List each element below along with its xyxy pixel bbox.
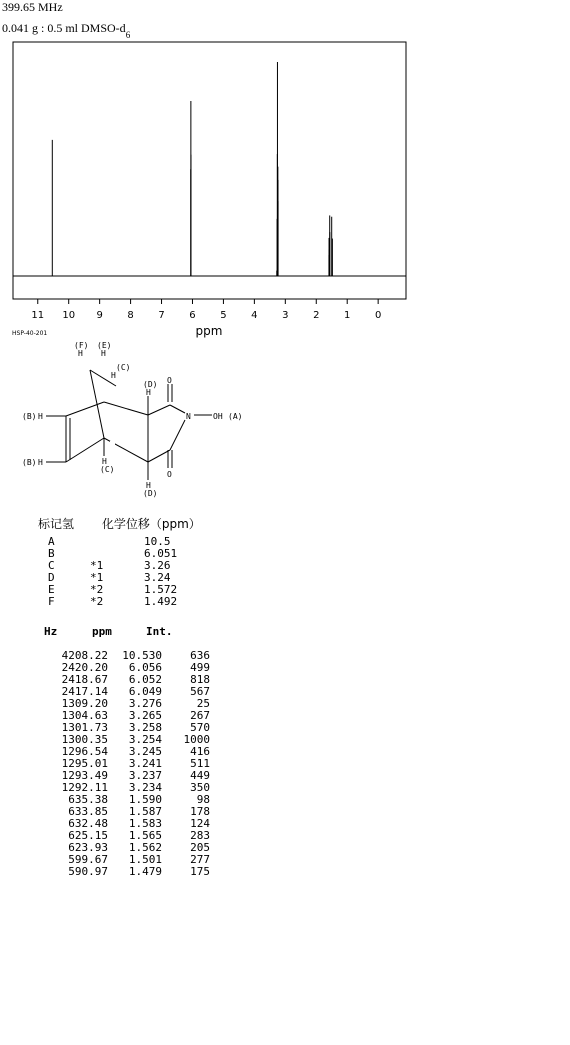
o-bottom: O [167,470,172,479]
peak-row-11 [30,781,210,794]
shift-label: D [48,571,55,584]
shift-value: 1.492 [144,595,178,608]
shift-row-4 [40,584,240,596]
peak-int: 416 [190,745,210,758]
peak-hz: 1304.63 [61,709,108,722]
shift-row-2 [40,560,240,572]
shift-value: 10.5 [144,535,171,548]
peak-hz: 1292.11 [61,781,108,794]
peak-row-0 [30,649,210,662]
peak-int: 636 [190,649,210,662]
peak-ppm: 3.241 [128,757,162,770]
peak-hz: 1293.49 [61,769,108,782]
peak-row-14 [30,817,210,830]
label-c-top: (C) [116,363,131,372]
peak-ppm: 3.234 [128,781,162,794]
peak-int: 178 [190,805,210,818]
peak-ppm: 3.258 [128,721,162,734]
peak-row-4 [30,697,210,710]
peak-row-7 [30,733,210,746]
shift-table-header [38,515,201,532]
bond-bridge-lower [90,370,104,438]
peak-int: 267 [190,709,210,722]
label-c-bottom: (C) [100,465,115,474]
peak-int: 449 [190,769,210,782]
n-atom: N [186,412,191,421]
h-c-bottom: H [102,457,107,466]
bond-top-right [104,402,148,415]
peak-row-17 [30,853,210,866]
peak-hz: 2417.14 [61,685,108,698]
peak-row-1 [30,661,210,674]
peak-int: 511 [190,757,210,770]
peak-hz: 632.48 [68,817,108,830]
shift-table [40,536,240,608]
peak-int: 277 [190,853,210,866]
shift-value: 3.26 [144,559,171,572]
bond-to-carbonyl-bottom [148,450,170,462]
peak-ppm: 1.587 [128,805,162,818]
peak-row-12 [30,793,210,806]
shift-value: 1.572 [144,583,178,596]
peak-hz: 590.97 [68,865,108,878]
bond-n-bottom [170,420,185,450]
peak-ppm: 3.276 [128,697,162,710]
shift-row-5 [40,596,240,608]
peak-ppm: 3.245 [128,745,162,758]
peak-ppm: 1.562 [128,841,162,854]
peak-ppm: 1.565 [128,829,162,842]
label-e: (E) [97,341,112,350]
x-tick-label-0: 11 [31,310,45,321]
plot-frame [13,42,406,299]
peak-int: 570 [190,721,210,734]
label-b-bottom: (B) [22,458,37,467]
nmr-spectrum-chart [0,0,570,345]
h-b-top: H [38,412,43,421]
h-c-top: H [111,371,116,380]
peak-ppm: 10.530 [122,649,162,662]
spectrometer-frequency: 399.65 MHz [2,0,63,14]
peak-hz: 599.67 [68,853,108,866]
peak-ppm: 3.237 [128,769,162,782]
peak-int: 818 [190,673,210,686]
bond-lower-left [66,438,104,462]
peak-row-18 [30,865,210,878]
h-e: H [101,349,106,358]
x-tick-label-6: 5 [220,310,227,321]
peak-ppm: 6.056 [128,661,162,674]
shift-header-shift: 化学位移（ppm） [101,517,201,531]
shift-row-0 [40,536,240,548]
label-a: (A) [228,412,243,421]
peak-ppm: 1.501 [128,853,162,866]
peak-hz: 1301.73 [61,721,108,734]
h-b-bottom: H [38,458,43,467]
peak-table [30,649,210,878]
peak-int: 124 [190,817,210,830]
label-d-top: (D) [143,380,158,389]
shift-label: A [48,535,55,548]
shift-label: F [48,595,55,608]
h-d-bottom: H [146,481,151,490]
peak-row-5 [30,709,210,722]
peak-hz: 635.38 [68,793,108,806]
peak-hz: 623.93 [68,841,108,854]
peak-hz: 633.85 [68,805,108,818]
peak-int: 283 [190,829,210,842]
shift-note: *2 [90,583,104,596]
peak-row-16 [30,841,210,854]
bond-n-top [170,405,185,413]
shift-value: 6.051 [144,547,178,560]
sample-subscript: 6 [125,30,131,41]
peak-ppm: 1.479 [128,865,162,878]
x-tick-label-5: 6 [189,310,196,321]
x-tick-label-9: 2 [313,310,320,321]
peak-header-hz: Hz [44,625,58,638]
shift-value: 3.24 [144,571,171,584]
peak-int: 205 [190,841,210,854]
x-tick-label-3: 8 [127,310,134,321]
peak-int: 98 [196,793,210,806]
peak-int: 1000 [183,733,210,746]
peak-hz: 1300.35 [61,733,108,746]
shift-label: B [48,547,55,560]
peak-row-2 [30,673,210,686]
structure-diagram [0,338,260,503]
peak-hz: 4208.22 [61,649,108,662]
peak-hz: 2418.67 [61,673,108,686]
x-tick-label-10: 1 [344,310,351,321]
peak-row-3 [30,685,210,698]
x-tick-label-7: 4 [251,310,258,321]
peak-row-15 [30,829,210,842]
peak-row-8 [30,745,210,758]
x-tick-label-1: 10 [62,310,76,321]
x-tick-label-11: 0 [374,310,382,321]
spectrum-code: HSP-40-201 [12,330,48,337]
oh-group: OH [213,412,223,421]
peak-row-10 [30,769,210,782]
label-b-top: (B) [22,412,37,421]
peak-header-int: Int. [146,625,173,638]
h-f: H [78,349,83,358]
peaks-group [52,62,332,276]
ticks-group [31,299,381,321]
peak-ppm: 3.265 [128,709,162,722]
peak-row-9 [30,757,210,770]
label-d-bottom: (D) [143,489,158,498]
bond-to-carbonyl-top [148,405,170,415]
peak-ppm: 3.254 [128,733,162,746]
sample-text: 0.041 g : 0.5 ml DMSO-d [2,21,126,35]
peak-int: 25 [196,697,210,710]
shift-note: *1 [90,571,104,584]
peak-ppm: 6.052 [128,673,162,686]
shift-label: E [48,583,55,596]
peak-row-13 [30,805,210,818]
x-tick-label-2: 9 [96,310,103,321]
shift-label: C [48,559,55,572]
peak-ppm: 6.049 [128,685,162,698]
peak-ppm: 1.583 [128,817,162,830]
peak-int: 499 [190,661,210,674]
shift-note: *1 [90,559,104,572]
peak-int: 175 [190,865,210,878]
peak-ppm: 1.590 [128,793,162,806]
shift-row-1 [40,548,240,560]
x-tick-label-8: 3 [282,310,289,321]
peak-hz: 1309.20 [61,697,108,710]
peak-header-ppm: ppm [92,625,112,638]
peak-hz: 2420.20 [61,661,108,674]
shift-note: *2 [90,595,104,608]
shift-row-3 [40,572,240,584]
x-axis-label: ppm [195,324,223,338]
peak-row-6 [30,721,210,734]
peak-hz: 1296.54 [61,745,108,758]
peak-int: 567 [190,685,210,698]
o-top: O [167,376,172,385]
bond-crossing-gap [110,441,115,446]
x-tick-label-4: 7 [158,310,165,321]
h-d-top: H [146,388,151,397]
peak-hz: 1295.01 [61,757,108,770]
peak-hz: 625.15 [68,829,108,842]
shift-header-label: 标记氢 [38,517,75,531]
peak-int: 350 [190,781,210,794]
label-f: (F) [74,341,89,350]
